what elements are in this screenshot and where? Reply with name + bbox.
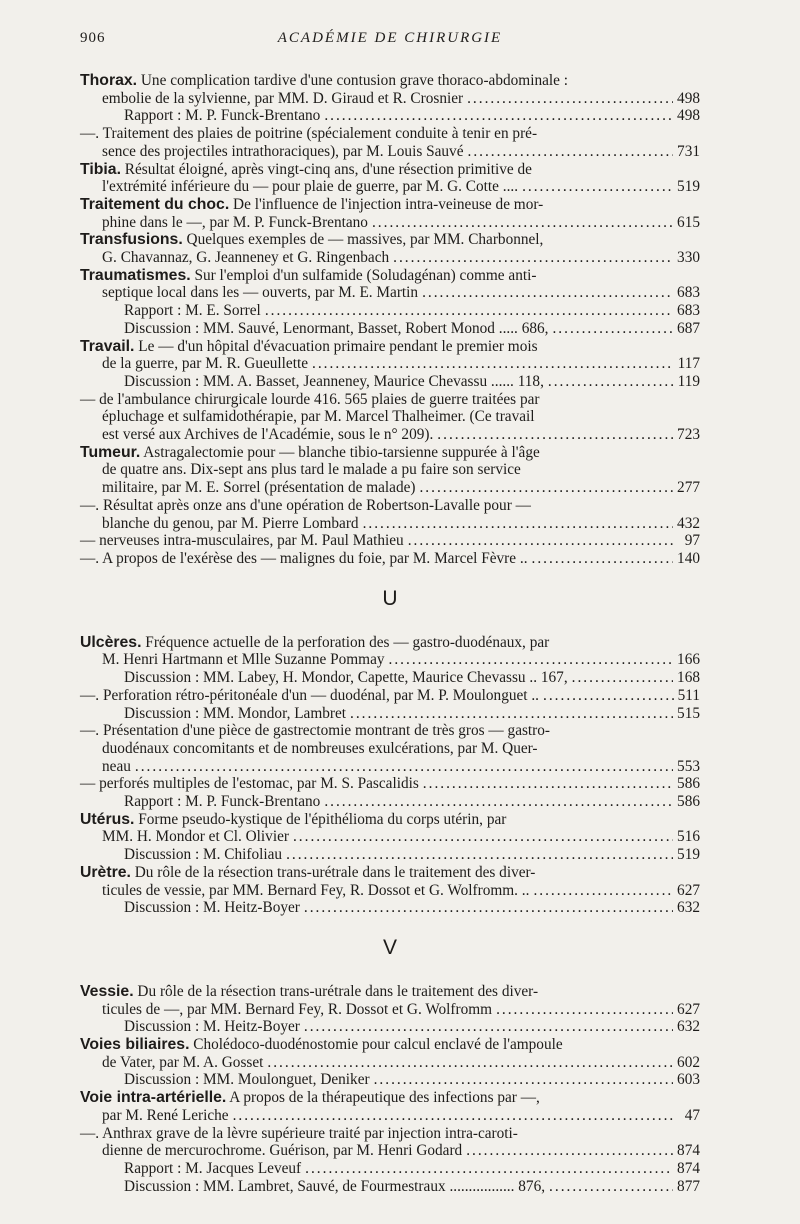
leader-dots (572, 669, 673, 687)
index-text: —. Résultat après onze ans d'une opération de Robertson-Lavalle pour — (80, 496, 531, 514)
index-line (80, 320, 700, 338)
index-line (80, 178, 700, 196)
page-reference: 498 (677, 89, 700, 107)
index-text: Discussion : M. Chifoliau (124, 846, 283, 864)
index-line (80, 1142, 700, 1160)
index-line (80, 515, 700, 533)
leader-dots (552, 320, 673, 338)
index-text: Traumatismes. Sur l'emploi d'un sulfamide (Soludagénan) comme anti- (80, 266, 537, 284)
leader-dots (350, 705, 673, 723)
index-content (80, 72, 700, 1195)
leader-dots (135, 758, 673, 776)
page-header (80, 30, 700, 50)
index-text: sence des projectiles intrathoraciques), par M. Louis Sauvé (102, 142, 464, 160)
index-line (80, 722, 700, 740)
running-title: ACADÉMIE DE CHIRURGIE (277, 30, 503, 46)
index-text: dienne de mercurochrome. Guérison, par M. Henri Godard (102, 1142, 463, 1160)
index-text: Traitement du choc. De l'influence de l'injection intra-veineuse de mor- (80, 195, 544, 213)
index-line (80, 634, 700, 652)
leader-dots (312, 355, 674, 373)
page-reference: 117 (677, 355, 700, 373)
leader-dots (419, 479, 673, 497)
index-line (80, 550, 700, 568)
index-line (80, 882, 700, 900)
index-text: Urètre. Du rôle de la résection trans-urétrale dans le traitement des diver- (80, 863, 536, 881)
index-text: Discussion : M. Heitz-Boyer (124, 1018, 300, 1036)
index-line (80, 1160, 700, 1178)
page-reference: 687 (677, 319, 700, 337)
leader-dots (423, 775, 673, 793)
index-line (80, 1107, 700, 1125)
leader-dots (374, 1071, 673, 1089)
leader-dots (233, 1107, 674, 1125)
index-text: Discussion : MM. A. Basset, Jeanneney, Maurice Chevassu ...... 118, (124, 372, 544, 390)
index-line (80, 408, 700, 426)
index-heading: Urètre. (80, 863, 131, 881)
index-line (80, 444, 700, 462)
page-reference: 586 (677, 775, 700, 793)
page-reference: 683 (677, 302, 700, 320)
section-letter: V (382, 935, 397, 959)
index-line (80, 231, 700, 249)
index-heading: Voie intra-artérielle. (80, 1089, 227, 1107)
index-text: militaire, par M. E. Sorrel (présentation de malade) (102, 479, 416, 497)
page-reference: 511 (677, 686, 700, 704)
index-text: Ulcères. Fréquence actuelle de la perforation des — gastro-duodénaux, par (80, 633, 550, 651)
index-line (80, 899, 700, 917)
index-heading: Traumatismes. (80, 266, 191, 284)
index-line (80, 983, 700, 1001)
index-line (80, 302, 700, 320)
leader-dots (293, 828, 673, 846)
page-reference: 277 (677, 479, 700, 497)
index-line (80, 705, 700, 723)
page-reference: 603 (677, 1071, 700, 1089)
leader-dots (372, 214, 673, 232)
leader-dots (422, 284, 673, 302)
leader-dots (363, 515, 673, 533)
index-line (80, 391, 700, 409)
page-reference: 874 (677, 1142, 700, 1160)
page-reference: 166 (677, 651, 700, 669)
index-text: G. Chavannaz, G. Jeanneney et G. Ringenbach (102, 249, 390, 267)
index-line (80, 1036, 700, 1054)
index-line (80, 758, 700, 776)
index-line (80, 1178, 700, 1196)
page-reference: 602 (677, 1053, 700, 1071)
index-line (80, 1071, 700, 1089)
index-line (80, 651, 700, 669)
index-text: Vessie. Du rôle de la résection trans-urétrale dans le traitement des diver- (80, 982, 539, 1000)
page-number: 906 (80, 30, 106, 46)
index-line (80, 90, 700, 108)
page-reference: 168 (677, 669, 700, 687)
index-line (80, 461, 700, 479)
index-line (80, 1125, 700, 1143)
index-heading: Thorax. (80, 72, 138, 89)
index-text: —. Présentation d'une pièce de gastrectomie montrant de très gros — gastro- (80, 722, 551, 740)
index-text: ticules de vessie, par MM. Bernard Fey, R. Dossot et G. Wolfromm. .. (102, 881, 530, 899)
index-line (80, 284, 700, 302)
index-text: duodénaux concomitants et de nombreuses exulcérations, par M. Quer- (102, 739, 538, 757)
leader-dots (437, 426, 673, 444)
index-line (80, 125, 700, 143)
index-text: Voie intra-artérielle. A propos de la thérapeutique des infections par —, (80, 1089, 540, 1107)
index-line (80, 669, 700, 687)
page-reference: 731 (677, 142, 700, 160)
index-text: Voies biliaires. Cholédoco-duodénostomie pour calcul enclavé de l'ampoule (80, 1036, 563, 1054)
index-text: de la guerre, par M. R. Gueullette (102, 355, 309, 373)
index-line (80, 214, 700, 232)
index-text: Transfusions. Quelques exemples de — massives, par MM. Charbonnel, (80, 231, 544, 249)
leader-dots (533, 882, 673, 900)
index-text: —. Perforation rétro-péritonéale d'un — duodénal, par M. P. Moulonguet .. (80, 686, 540, 704)
index-text: —. Traitement des plaies de poitrine (spécialement conduite à tenir en pré- (80, 125, 538, 143)
index-line (80, 1089, 700, 1107)
index-text: Tumeur. Astragalectomie pour — blanche tibio-tarsienne suppurée à l'âge (80, 443, 540, 461)
leader-dots (466, 1142, 673, 1160)
index-heading: Traitement du choc. (80, 195, 230, 213)
index-line (80, 373, 700, 391)
page-reference: 498 (677, 107, 700, 125)
index-line (80, 161, 700, 179)
leader-dots (468, 143, 674, 161)
index-line (80, 1018, 700, 1036)
index-text: Discussion : MM. Labey, H. Mondor, Capette, Maurice Chevassu .. 167, (124, 669, 568, 687)
index-text: Utérus. Forme pseudo-kystique de l'épithélioma du corps utérin, par (80, 810, 507, 828)
index-text: Discussion : MM. Sauvé, Lenormant, Basset, Robert Monod ..... 686, (124, 319, 549, 337)
index-text: Rapport : M. P. Funck-Brentano (124, 107, 321, 125)
index-line (80, 811, 700, 829)
leader-dots (286, 846, 673, 864)
index-line (80, 864, 700, 882)
page-reference: 627 (677, 881, 700, 899)
index-line (80, 479, 700, 497)
index-text: — nerveuses intra-musculaires, par M. Paul Mathieu (80, 532, 404, 550)
leader-dots (305, 1160, 673, 1178)
page-reference: 519 (677, 178, 700, 196)
leader-dots (522, 178, 673, 196)
index-text: Discussion : M. Heitz-Boyer (124, 899, 300, 917)
page-reference: 140 (677, 549, 700, 567)
leader-dots (324, 107, 673, 125)
index-text: Discussion : MM. Moulonguet, Deniker (124, 1071, 370, 1089)
index-line (80, 426, 700, 444)
page-reference: 97 (684, 532, 700, 550)
index-text: phine dans le —, par M. P. Funck-Brentano (102, 213, 368, 231)
page-reference: 330 (677, 249, 700, 267)
leader-dots (408, 532, 674, 550)
index-text: Travail. Le — d'un hôpital d'évacuation primaire pendant le premier mois (80, 337, 538, 355)
leader-dots (496, 1001, 673, 1019)
page-reference: 632 (677, 1018, 700, 1036)
index-text: Rapport : M. Jacques Leveuf (124, 1159, 302, 1177)
page-reference: 627 (677, 1000, 700, 1018)
index-line (80, 338, 700, 356)
index-line (80, 1054, 700, 1072)
index-heading: Travail. (80, 337, 135, 355)
index-line (80, 355, 700, 373)
page-reference: 553 (677, 757, 700, 775)
index-heading: Ulcères. (80, 633, 142, 651)
leader-dots (548, 373, 674, 391)
page-reference: 877 (677, 1177, 700, 1195)
index-text: Rapport : M. P. Funck-Brentano (124, 793, 321, 811)
index-line (80, 249, 700, 267)
index-line (80, 775, 700, 793)
index-text: Rapport : M. E. Sorrel (124, 302, 261, 320)
page-reference: 432 (677, 514, 700, 532)
index-text: — de l'ambulance chirurgicale lourde 416. 565 plaies de guerre traitées par (80, 390, 540, 408)
index-line (80, 793, 700, 811)
page-reference: 519 (677, 846, 700, 864)
leader-dots (532, 550, 674, 568)
index-section (80, 935, 700, 1195)
index-text: ticules de —, par MM. Bernard Fey, R. Dossot et G. Wolfromm (102, 1000, 493, 1018)
page-reference: 683 (677, 284, 700, 302)
index-line (80, 72, 700, 90)
index-line (80, 532, 700, 550)
index-text: septique local dans les — ouverts, par M. E. Martin (102, 284, 419, 302)
index-text: est versé aux Archives de l'Académie, sous le n° 209). (102, 426, 434, 444)
page-reference: 47 (684, 1106, 700, 1124)
page-reference: 515 (677, 704, 700, 722)
index-line (80, 687, 700, 705)
index-text: l'extrémité inférieure du — pour plaie de guerre, par M. G. Cotte .... (102, 178, 519, 196)
index-text: Discussion : MM. Lambret, Sauvé, de Fourmestraux ................. 876, (124, 1177, 546, 1195)
index-text: Thorax. Une complication tardive d'une contusion grave thoraco-abdominale : (80, 72, 568, 89)
leader-dots (304, 899, 673, 917)
index-text: embolie de la sylvienne, par MM. D. Giraud et R. Crosnier (102, 89, 464, 107)
page-reference: 615 (677, 213, 700, 231)
index-heading: Tibia. (80, 160, 121, 178)
index-text: épluchage et sulfamidothérapie, par M. Marcel Thalheimer. (Ce travail (102, 408, 535, 426)
index-heading: Vessie. (80, 982, 134, 1000)
index-text: — perforés multiples de l'estomac, par M. S. Pascalidis (80, 775, 419, 793)
index-line (80, 196, 700, 214)
index-text: —. Anthrax grave de la lèvre supérieure traité par injection intra-caroti- (80, 1124, 518, 1142)
page-reference: 632 (677, 899, 700, 917)
leader-dots (543, 687, 674, 705)
index-text: M. Henri Hartmann et Mlle Suzanne Pommay (102, 651, 385, 669)
index-text: Tibia. Résultat éloigné, après vingt-cinq ans, d'une résection primitive de (80, 160, 532, 178)
index-text: par M. René Leriche (102, 1106, 229, 1124)
leader-dots (324, 793, 673, 811)
index-text: Discussion : MM. Mondor, Lambret (124, 704, 347, 722)
index-text: —. A propos de l'exérèse des — malignes du foie, par M. Marcel Fèvre .. (80, 549, 528, 567)
index-heading: Voies biliaires. (80, 1036, 190, 1054)
index-text: neau (102, 757, 131, 775)
leader-dots (304, 1018, 673, 1036)
index-line (80, 497, 700, 515)
index-section (80, 586, 700, 917)
index-line (80, 267, 700, 285)
index-text: blanche du genou, par M. Pierre Lombard (102, 514, 359, 532)
index-heading: Transfusions. (80, 231, 183, 249)
page-reference: 516 (677, 828, 700, 846)
leader-dots (393, 249, 673, 267)
index-text: de quatre ans. Dix-sept ans plus tard le malade a pu faire son service (102, 461, 521, 479)
index-line (80, 1001, 700, 1019)
index-heading: Tumeur. (80, 443, 141, 461)
index-line (80, 740, 700, 758)
index-heading: Utérus. (80, 810, 135, 828)
page-reference: 119 (677, 372, 700, 390)
leader-dots (265, 302, 673, 320)
index-line (80, 846, 700, 864)
leader-dots (389, 651, 674, 669)
leader-dots (549, 1178, 673, 1196)
page-reference: 586 (677, 793, 700, 811)
index-line (80, 143, 700, 161)
page-reference: 723 (677, 426, 700, 444)
index-line (80, 828, 700, 846)
leader-dots (467, 90, 673, 108)
index-text: de Vater, par M. A. Gosset (102, 1053, 264, 1071)
page-reference: 874 (677, 1159, 700, 1177)
index-text: MM. H. Mondor et Cl. Olivier (102, 828, 289, 846)
section-letter: U (382, 586, 398, 610)
index-line (80, 107, 700, 125)
leader-dots (267, 1054, 673, 1072)
index-section (80, 72, 700, 568)
